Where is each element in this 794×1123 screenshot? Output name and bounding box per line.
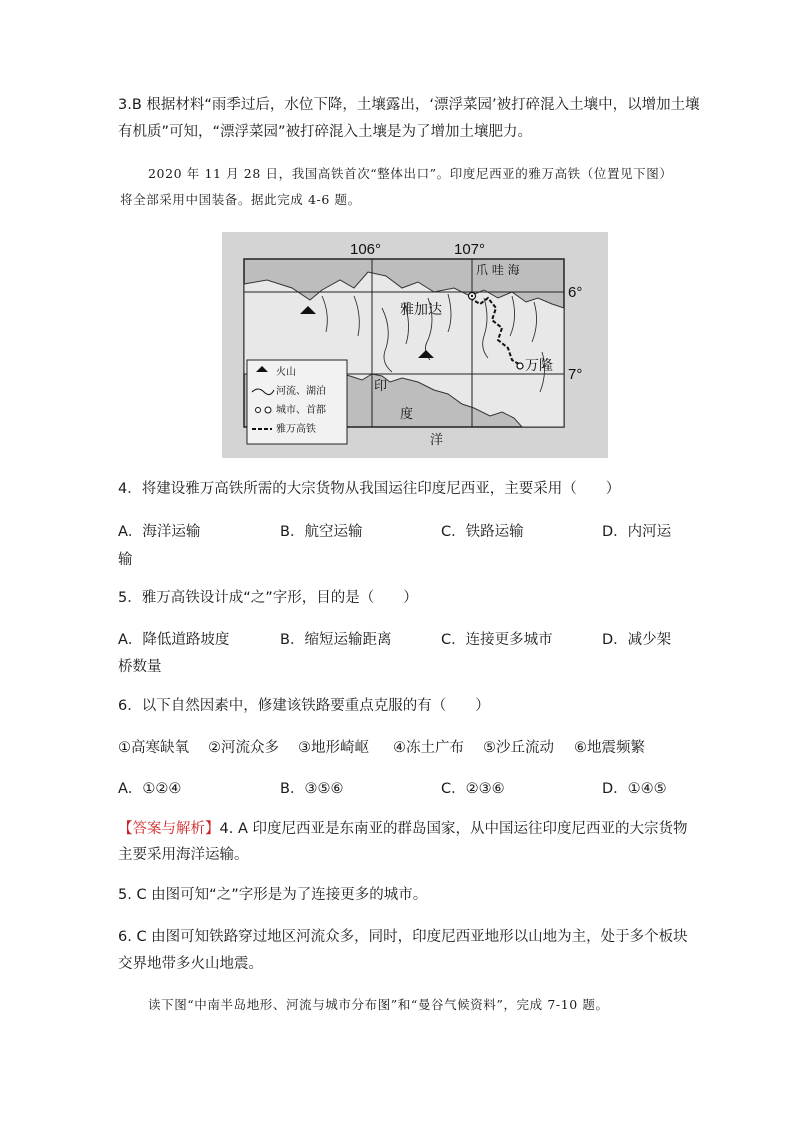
intro-7-10: 读下图“中南半岛地形、河流与城市分布图”和“曼谷气候资料”，完成 7-10 题。 — [148, 997, 609, 1012]
q6-option-c[interactable]: C．②③⑥ — [441, 781, 505, 797]
city-jakarta-label: 雅加达 — [400, 302, 442, 318]
jakarta-bandung-map — [222, 232, 608, 458]
lat-label-6: 6° — [568, 284, 583, 301]
intro-4-6-line1: 2020 年 11 月 28 日，我国高铁首次“整体出口”。印度尼西亚的雅万高铁（位置见下图） — [148, 166, 673, 181]
sea-java-label: 爪 哇 海 — [476, 263, 520, 277]
lon-label-107: 107° — [454, 241, 486, 258]
q5-option-d[interactable]: D．减少架 — [602, 632, 672, 648]
legend-volcano-label: 火山 — [276, 367, 296, 378]
city-bandung-marker — [517, 363, 523, 369]
question-5-stem: 5．雅万高铁设计成“之”字形，目的是（ ） — [118, 590, 418, 606]
q6-factor-4: ④冻土广布 — [393, 740, 464, 756]
legend-capital-icon — [265, 407, 271, 413]
legend-river-label: 河流、湖泊 — [276, 386, 326, 397]
legend-railway-label: 雅万高铁 — [276, 424, 316, 435]
q6-option-a[interactable]: A．①②④ — [118, 781, 182, 797]
q6-factor-2: ②河流众多 — [208, 740, 279, 756]
q6-option-d[interactable]: D．①④⑤ — [602, 781, 667, 797]
q6-factor-1: ①高寒缺氧 — [118, 740, 189, 756]
sea-indian-label-1: 印 — [374, 379, 388, 394]
q6-option-b[interactable]: B．③⑤⑥ — [280, 781, 344, 797]
sea-indian-label-2: 度 — [400, 407, 414, 422]
sea-indian-label-3: 洋 — [430, 433, 444, 448]
legend-city-icon — [256, 408, 261, 413]
capital-dot-icon — [471, 295, 473, 297]
answer-6-line1: 6. C 由图可知铁路穿过地区河流众多，同时，印度尼西亚地形以山地为主，处于多个板块 — [118, 929, 688, 945]
q5-option-c[interactable]: C．连接更多城市 — [441, 632, 553, 648]
intro-4-6-line2: 将全部采用中国装备。据此完成 4-6 题。 — [120, 192, 361, 207]
city-bandung-label: 万隆 — [525, 358, 553, 374]
answer-3b-line2: 有机质”可知，“漂浮菜园”被打碎混入土壤是为了增加土壤肥力。 — [118, 124, 533, 140]
q4-option-d[interactable]: D．内河运 — [602, 524, 672, 540]
q4-option-b[interactable]: B．航空运输 — [280, 524, 363, 540]
answer-3b-line1: 3.B 根据材料“雨季过后，水位下降，土壤露出，‘漂浮菜园’被打碎混入土壤中，以增加土壤 — [118, 97, 700, 113]
answer-4-line2: 主要采用海洋运输。 — [118, 847, 249, 863]
lat-label-7: 7° — [568, 366, 583, 383]
answer-tag: 【答案与解析】 — [118, 821, 220, 837]
q4-option-a[interactable]: A．海洋运输 — [118, 524, 201, 540]
map-legend — [247, 360, 347, 444]
answer-4-line1 — [118, 816, 687, 843]
q5-option-a[interactable]: A．降低道路坡度 — [118, 632, 230, 648]
question-6-stem: 6．以下自然因素中，修建该铁路要重点克服的有（ ） — [118, 698, 490, 714]
q6-factor-3: ③地形崎岖 — [298, 740, 369, 756]
q4-option-c[interactable]: C．铁路运输 — [441, 524, 524, 540]
q4-option-d-wrap: 输 — [118, 552, 133, 568]
q5-option-d-wrap: 桥数量 — [118, 659, 162, 675]
q5-option-b[interactable]: B．缩短运输距离 — [280, 632, 392, 648]
lon-label-106: 106° — [350, 241, 382, 258]
question-4-stem: 4．将建设雅万高铁所需的大宗货物从我国运往印度尼西亚，主要采用（ ） — [118, 481, 621, 497]
q6-factor-6: ⑥地震频繁 — [574, 740, 645, 756]
legend-city-label: 城市、首都 — [276, 405, 326, 416]
q6-factor-5: ⑤沙丘流动 — [483, 740, 554, 756]
answer-4-text: 4. A 印度尼西亚是东南亚的群岛国家，从中国运往印度尼西亚的大宗货物 — [219, 821, 688, 837]
answer-5: 5. C 由图可知“之”字形是为了连接更多的城市。 — [118, 887, 428, 903]
answer-6-line2: 交界地带多火山地震。 — [118, 956, 263, 972]
